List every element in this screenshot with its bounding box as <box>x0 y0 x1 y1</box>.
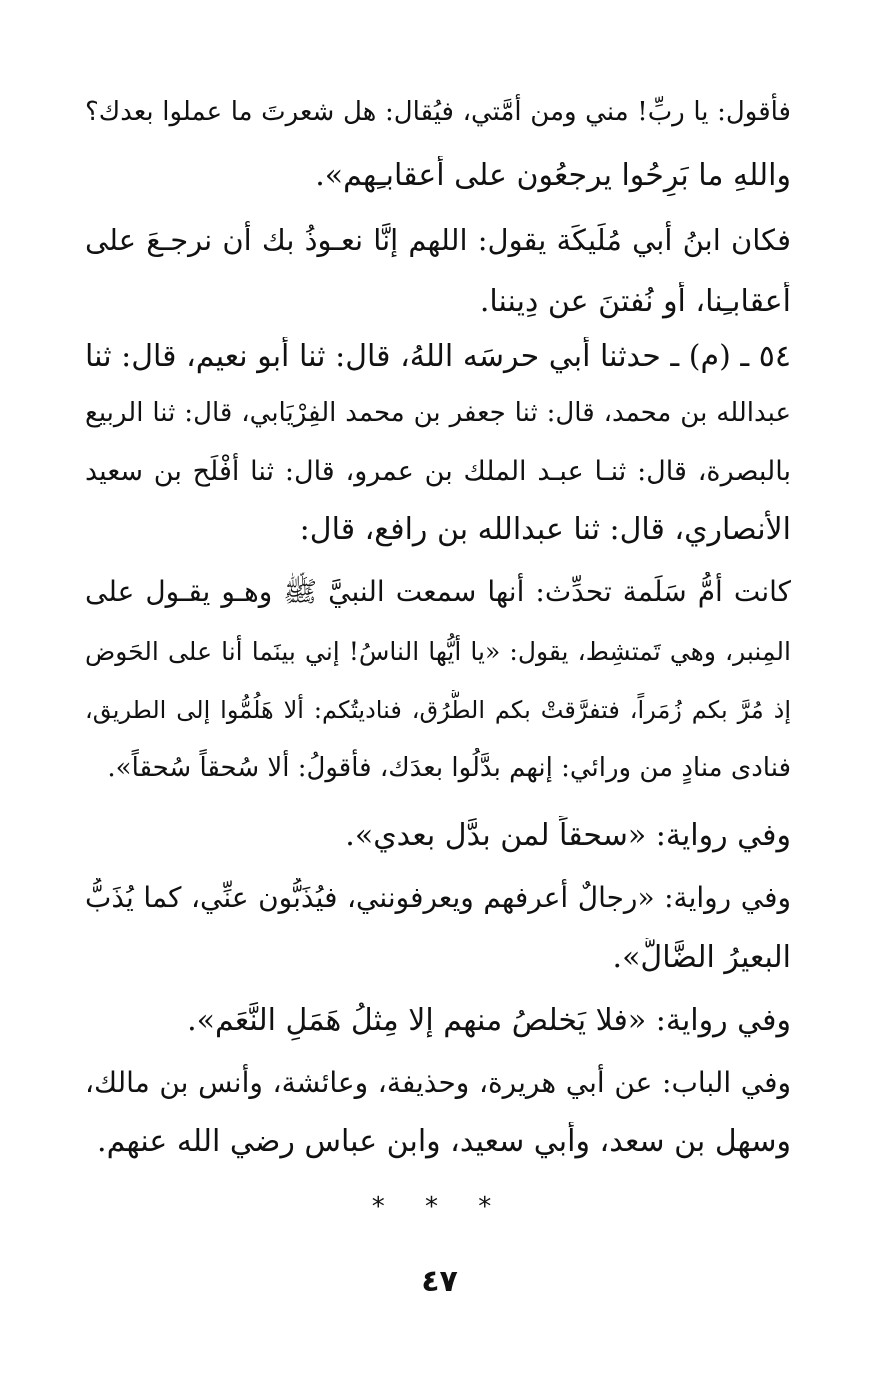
paragraph-6-line-2: البعيرُ الضَّالُّ». <box>612 940 791 975</box>
paragraph-3-line-3: بالبصرة، قال: ثنـا عبـد الملك بن عمرو، قال: ثنا أَفْلَح بن سعيد <box>85 456 791 487</box>
paragraph-4-line-1: كانت أمُّ سَلَمة تحدِّث: أنها سمعت النبيَّ ﷺ وهـو يقـول على <box>85 575 791 608</box>
paragraph-5-line-1: وفي رواية: «سحقاً لمن بدَّل بعدي». <box>345 818 791 853</box>
paragraph-3-line-4: الأنصاري، قال: ثنا عبدالله بن رافع، قال: <box>299 512 791 547</box>
paragraph-2-line-2: أعقابـِنا، أو نُفتنَ عن دِيننا. <box>479 284 791 319</box>
paragraph-4-line-3: إذ مُرَّ بكم زُمَراً، فتفرَّقتْ بكم الطُّرُق، فناديتُكم: ألا هَلُمُّوا إلى الطريق، <box>85 696 791 724</box>
paragraph-3-line-1: ٥٤ ـ (م) ـ حدثنا أبي حرسَه اللهُ، قال: ثنا أبو نعيم، قال: ثنا <box>85 339 791 374</box>
paragraph-8-line-2: وسهل بن سعد، وأبي سعيد، وابن عباس رضي الله عنهم. <box>97 1124 791 1159</box>
section-separator: * * * <box>371 1192 508 1222</box>
paragraph-7-line-1: وفي رواية: «فلا يَخلصُ منهم إلا مِثلُ هَمَلِ النَّعَم». <box>187 1003 791 1038</box>
paragraph-1-line-1: فأقول: يا ربِّ! مني ومن أمَّتي، فيُقال: هل شعرتَ ما عملوا بعدك؟ <box>85 97 791 127</box>
paragraph-8-line-1: وفي الباب: عن أبي هريرة، وحذيفة، وعائشة، وأنس بن مالك، <box>85 1066 791 1099</box>
paragraph-6-line-1: وفي رواية: «رجالٌ أعرفهم ويعرفونني، فيُذَبُّون عنِّي، كما يُذَبُّ <box>85 881 791 914</box>
page-number: ٤٧ <box>421 1264 458 1299</box>
paragraph-2-line-1: فكان ابنُ أبي مُلَيكَة يقول: اللهم إنَّا نعـوذُ بك أن نرجـعَ على <box>85 223 791 257</box>
paragraph-3-line-2: عبدالله بن محمد، قال: ثنا جعفر بن محمد الفِرْيَابي، قال: ثنا الربيع <box>85 398 791 428</box>
paragraph-4-line-4: فنادى منادٍ من ورائي: إنهم بدَّلُوا بعدَك، فأقولُ: ألا سُحقاً سُحقاً». <box>107 753 791 783</box>
paragraph-4-line-2: المِنبر، وهي تَمتشِط، يقول: «يا أيُّها الناسُ! إني بينَما أنا على الحَوض <box>85 637 791 666</box>
paragraph-1-line-2: واللهِ ما بَرِحُوا يرجعُون على أعقابـِهم». <box>315 158 791 193</box>
